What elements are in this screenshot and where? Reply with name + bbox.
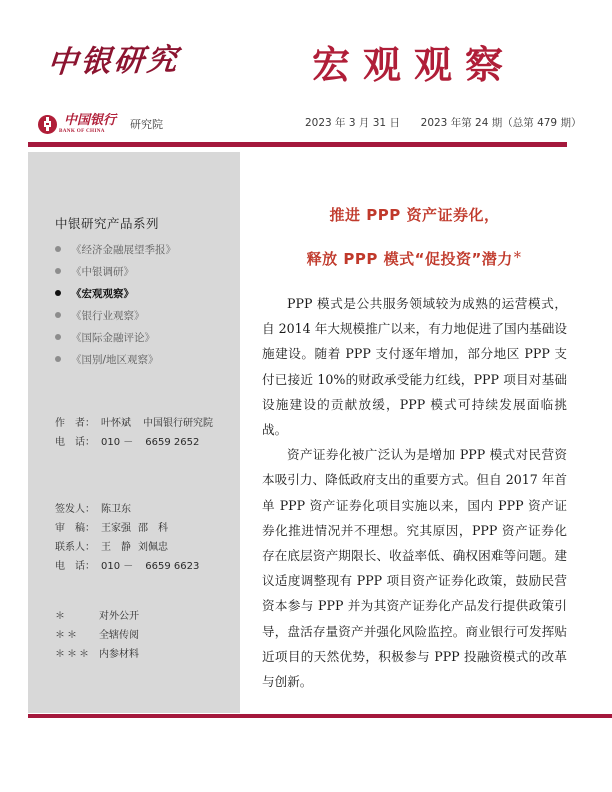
series-heading: 中银研究产品系列 xyxy=(55,216,160,231)
bullet-icon xyxy=(55,246,61,252)
publication-date: 2023 年 3 月 31 日 xyxy=(305,117,400,129)
author-label: 作 者： xyxy=(55,418,95,429)
signer-label: 签发人： xyxy=(55,504,95,515)
contact-phone-prefix: 010 － xyxy=(101,561,134,572)
bullet-icon xyxy=(55,268,61,274)
sidebar-item-country-region-observation[interactable] xyxy=(55,348,176,370)
masthead xyxy=(0,0,612,140)
bullet-icon xyxy=(55,312,61,318)
author-phone-row xyxy=(55,433,213,452)
article-title-footnote-marker: ＊ xyxy=(512,251,523,261)
page-title: 宏观观察 xyxy=(312,42,517,87)
bullet-icon xyxy=(55,356,61,362)
brand-calligraphy-logo: 中银研究 xyxy=(46,42,182,81)
author-phone-prefix: 010 － xyxy=(101,437,134,448)
note-star-marker: ＊＊ xyxy=(55,630,79,641)
note-row xyxy=(55,645,139,664)
series-list xyxy=(55,238,176,370)
signer-info-block xyxy=(55,500,199,576)
series-item-label: 《经济金融展望季报》 xyxy=(71,243,176,256)
boc-logo-chinese-text: 中国银行 xyxy=(64,113,117,128)
series-item-label: 《国别/地区观察》 xyxy=(71,353,159,366)
article-title-line-1: 推进 PPP 资产证券化， xyxy=(329,206,500,224)
note-text: 全辖传阅 xyxy=(99,630,139,641)
series-item-label: 《国际金融评论》 xyxy=(71,331,155,344)
series-item-label: 《银行业观察》 xyxy=(71,309,145,322)
institute-label: 研究院 xyxy=(130,118,164,131)
boc-logo-english-text: BANK OF CHINA xyxy=(59,128,105,134)
contact-phone-number: 6659 6623 xyxy=(145,561,200,572)
article-content xyxy=(262,152,567,694)
author-name: 叶怀斌 xyxy=(101,418,131,429)
sidebar-item-boc-research[interactable] xyxy=(55,260,176,282)
signer-row xyxy=(55,500,199,519)
sidebar-item-macro-observation[interactable] xyxy=(55,282,176,304)
article-title-line-2-text: 释放 PPP 模式“促投资”潜力 xyxy=(306,250,513,268)
author-info-block xyxy=(55,414,213,452)
note-text: 对外公开 xyxy=(99,611,139,622)
article-paragraph-1: PPP 模式是公共服务领域较为成熟的运营模式，自 2014 年大规模推广以来，有力地促进了国内基础设施建设。随着 PPP 支付逐年增加，部分地区 PPP 支付已接近 10%的财政承受能力红线，PPP 项目对基础设施建设的贡献放缓，PPP 模式可持续发展面临挑战。 xyxy=(262,296,567,438)
note-star-marker: ＊ xyxy=(55,611,67,622)
contact-row xyxy=(55,538,199,557)
article-title-line-2 xyxy=(262,248,567,269)
author-row xyxy=(55,414,213,433)
contact-name-2: 刘佩忠 xyxy=(138,542,168,553)
note-star-marker: ＊＊＊ xyxy=(55,649,91,660)
contact-name-1: 王 静 xyxy=(101,542,131,553)
bank-of-china-logo xyxy=(38,112,163,136)
sidebar-item-economic-outlook[interactable] xyxy=(55,238,176,260)
issue-line xyxy=(305,115,581,130)
sidebar-item-banking-observation[interactable] xyxy=(55,304,176,326)
series-item-label: 《中银调研》 xyxy=(71,265,134,278)
series-item-label: 《宏观观察》 xyxy=(71,287,134,300)
issue-number: 2023 年第 24 期（总第 479 期） xyxy=(420,117,582,129)
contact-phone-label: 电 话： xyxy=(55,561,95,572)
author-phone-number: 6659 2652 xyxy=(145,437,200,448)
author-phone-label: 电 话： xyxy=(55,437,95,448)
reviewer-row xyxy=(55,519,199,538)
sidebar xyxy=(28,152,240,713)
bullet-icon xyxy=(55,334,61,340)
header-divider-rule xyxy=(28,142,567,147)
author-affiliation: 中国银行研究院 xyxy=(143,418,213,429)
boc-coin-emblem-icon xyxy=(38,115,57,134)
note-row xyxy=(55,607,139,626)
reviewer-name-1: 王家强 xyxy=(101,523,131,534)
note-text: 内参材料 xyxy=(99,649,139,660)
note-row xyxy=(55,626,139,645)
reviewer-label: 审 稿： xyxy=(55,523,95,534)
article-paragraph-2: 资产证券化被广泛认为是增加 PPP 模式对民营资本吸引力、降低政府支出的重要方式。但自 2017 年首单 PPP 资产证券化项目实施以来，国内 PPP 资产证券化推进情况并不理想。究其原因，PPP 资产证券化存在底层资产期限长、收益率低、确权困难等问题。建议适度调整现有 PPP 项目资产证券化政策，鼓励民营资本参与 PPP 并为其资产证券化产品发行提供政策引导，盘活存量资产并强化风险监控。商业银行可发挥贴近项目的天然优势，积极参与 PPP 投融资模式的改革与创新。 xyxy=(262,447,567,690)
contact-label: 联系人： xyxy=(55,542,95,553)
sidebar-item-intl-finance-review[interactable] xyxy=(55,326,176,348)
bullet-icon xyxy=(55,290,61,296)
distribution-notes-block xyxy=(55,607,139,664)
contact-phone-row xyxy=(55,557,199,576)
signer-name: 陈卫东 xyxy=(101,504,131,515)
footer-divider-rule xyxy=(28,714,612,718)
reviewer-name-2: 邵 科 xyxy=(138,523,168,534)
